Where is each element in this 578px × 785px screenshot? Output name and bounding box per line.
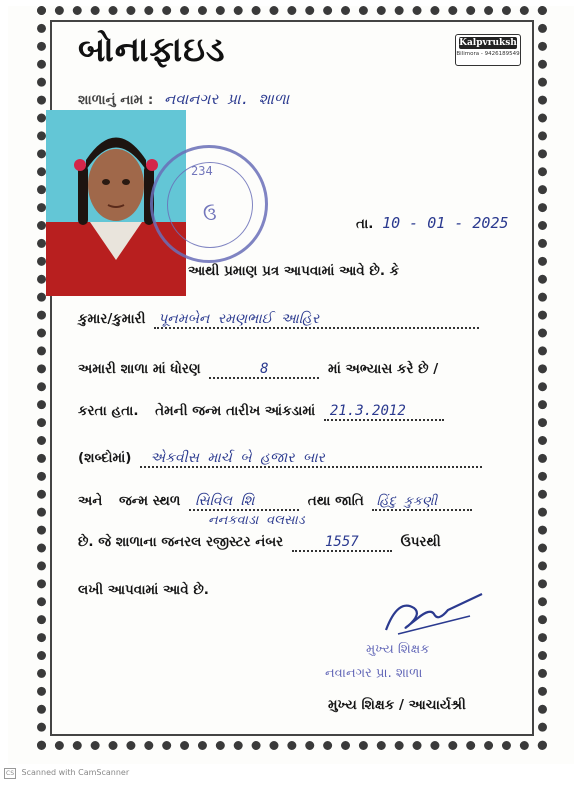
closing-line: લખી આપવામાં આવે છે. xyxy=(78,582,209,598)
words-label: (શબ્દોમાં) xyxy=(78,450,132,466)
publisher-stamp xyxy=(455,34,521,66)
study-text: માં અભ્યાસ કરે છે / xyxy=(328,361,439,377)
student-name-row xyxy=(78,311,479,329)
certificate-title: બોનાફાઇડ xyxy=(78,30,226,70)
publisher-brand: Kalpvruksh xyxy=(459,38,517,48)
register-value: 1557 xyxy=(325,534,359,550)
kumar-label: કુમાર/કુમારી xyxy=(78,311,146,327)
stamp-designation: મુખ્ય શિક્ષક xyxy=(366,642,430,657)
scanner-watermark xyxy=(4,768,129,779)
birthplace-value: સિવિલ શિ xyxy=(195,493,255,509)
school-seal-initial: ઉ xyxy=(203,204,217,225)
dob-words-value: એકવીસ માર્ચ બે હજાર બાર xyxy=(150,450,325,466)
publisher-phone: Bilimora - 9426189549 xyxy=(456,51,520,57)
standard-value: 8 xyxy=(260,361,269,377)
date-value: 10 - 01 - 2025 xyxy=(382,214,509,232)
dob-label: તેમની જન્મ તારીખ આંકડામાં xyxy=(155,403,316,419)
signatory-label: મુખ્ય શિક્ષક / આચાર્યશ્રી xyxy=(328,697,466,713)
camscanner-icon: CS xyxy=(6,770,14,777)
student-name-value: પૂનમબેન રમણભાઈ આહિર xyxy=(158,311,320,327)
intro-line: આથી પ્રમાણ પ્રત્ર આપવામાં આવે છે. કે xyxy=(188,263,400,279)
standard-label: અમારી શાળા માં ધોરણ xyxy=(78,361,201,377)
date-label: તા. xyxy=(356,216,374,232)
dob-value: 21.3.2012 xyxy=(329,403,406,419)
dob-row xyxy=(78,403,444,421)
dob-words-field xyxy=(140,450,482,468)
caste-field xyxy=(372,493,472,511)
and-text: અને xyxy=(78,493,103,509)
school-label: શાળાનું નામ : xyxy=(78,92,154,108)
register-row xyxy=(78,534,441,552)
scanner-label: Scanned with CamScanner xyxy=(21,768,130,777)
student-name-field xyxy=(154,311,479,329)
birthplace-row xyxy=(78,493,472,511)
school-name-value: નવાનગર પ્રા. શાળા xyxy=(164,90,290,108)
register-field xyxy=(292,534,392,552)
register-suffix: ઉપરથી xyxy=(400,534,441,550)
birthplace-label: જન્મ સ્થળ xyxy=(119,493,181,509)
school-seal xyxy=(150,145,268,263)
school-seal-number: 234 xyxy=(191,164,213,178)
standard-field xyxy=(209,361,319,379)
was-text: કરતા હતા. xyxy=(78,403,139,419)
caste-sub-value: નનકવાડા વલસાડ xyxy=(208,513,305,528)
standard-row xyxy=(78,361,438,379)
birthplace-field xyxy=(189,493,299,511)
date-row xyxy=(356,214,509,232)
register-label: છે. જે શાળાના જનરલ રજીસ્ટર નંબર xyxy=(78,534,284,550)
dob-field xyxy=(324,403,444,421)
caste-label: તથા જાતિ xyxy=(307,493,364,509)
stamp-school-name: નવાનગર પ્રા. શાળા xyxy=(325,666,423,681)
caste-value: હિંદુ કુકણી xyxy=(376,494,438,509)
dob-words-row xyxy=(78,450,482,468)
headmaster-signature xyxy=(378,588,488,643)
school-name-row xyxy=(78,90,289,108)
